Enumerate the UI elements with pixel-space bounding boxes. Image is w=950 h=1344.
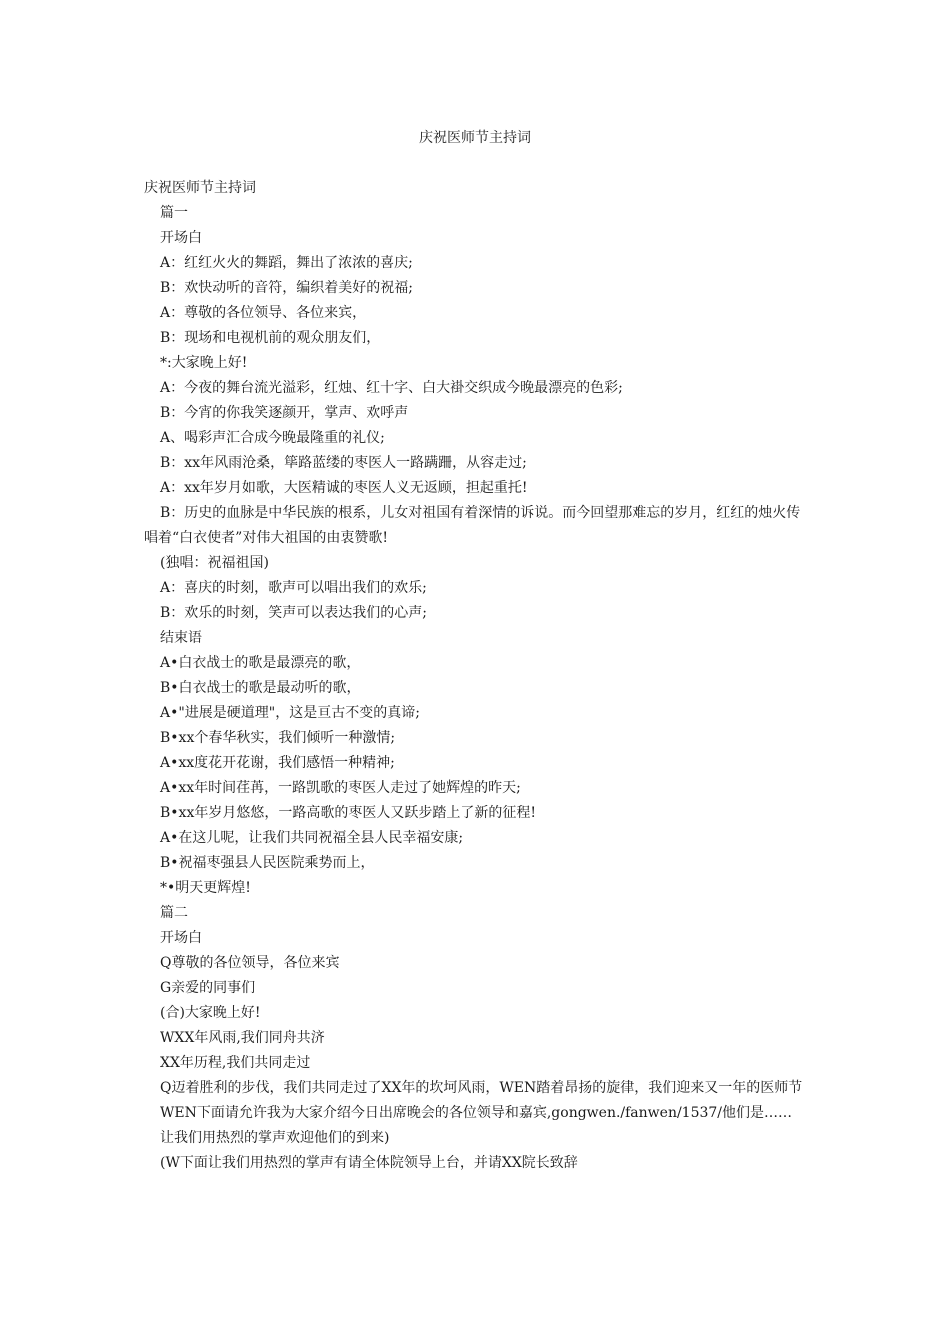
paragraph-line: A：红红火火的舞蹈，舞出了浓浓的喜庆; xyxy=(160,255,413,271)
paragraph-line: *•明天更辉煌! xyxy=(160,880,251,896)
paragraph-line: A：xx年岁月如歌，大医精诚的枣医人义无返顾，担起重托! xyxy=(160,480,528,496)
paragraph-line: 结束语 xyxy=(160,630,202,646)
paragraph-line: A•xx年时间荏苒，一路凯歌的枣医人走过了她辉煌的昨天; xyxy=(160,780,521,796)
paragraph-line: B：现场和电视机前的观众朋友们， xyxy=(160,330,381,346)
paragraph-line: A：喜庆的时刻，歌声可以唱出我们的欢乐; xyxy=(160,580,427,596)
paragraph-line: (合)大家晚上好! xyxy=(160,1005,261,1021)
paragraph-line: *:大家晚上好! xyxy=(160,355,248,371)
paragraph-line: WEN下面请允许我为大家介绍今日出席晚会的各位领导和嘉宾,gongwen./fanwen/1537/他们是…… xyxy=(160,1105,793,1121)
paragraph-line: 开场白 xyxy=(160,930,202,946)
paragraph-line: B•xx个春华秋实，我们倾听一种激情; xyxy=(160,730,396,746)
paragraph-line: 篇一 xyxy=(160,205,188,221)
paragraph-line: Q迈着胜利的步伐，我们共同走过了XX年的坎坷风雨，WEN踏着昂扬的旋律，我们迎来又一年的医师节 xyxy=(160,1080,803,1096)
paragraph-line: A•"进展是硬道理"，这是亘古不变的真谛; xyxy=(160,705,420,721)
paragraph-line: B：今宵的你我笑逐颜开，掌声、欢呼声 xyxy=(160,405,409,421)
paragraph-line: B•白衣战士的歌是最动听的歌， xyxy=(160,680,361,696)
paragraph-line: B：欢乐的时刻，笑声可以表达我们的心声; xyxy=(160,605,428,621)
paragraph-line: WXX年风雨,我们同舟共济 xyxy=(160,1030,325,1046)
paragraph-line: B•xx年岁月悠悠，一路高歌的枣医人又跃步踏上了新的征程! xyxy=(160,805,536,821)
paragraph-line: A：今夜的舞台流光溢彩，红烛、红十字、白大褂交织成今晚最漂亮的色彩; xyxy=(160,380,623,396)
paragraph-line: 开场白 xyxy=(160,230,202,246)
paragraph-line: A：尊敬的各位领导、各位来宾， xyxy=(160,305,367,321)
paragraph-line: B：欢快动听的音符，编织着美好的祝福; xyxy=(160,280,414,296)
paragraph-line: 篇二 xyxy=(160,905,188,921)
paragraph-line: Q尊敬的各位领导，各位来宾 xyxy=(160,955,340,971)
paragraph-line: A•在这儿呢，让我们共同祝福全县人民幸福安康; xyxy=(160,830,464,846)
paragraph-line: XX年历程,我们共同走过 xyxy=(160,1055,311,1071)
document-title: 庆祝医师节主持词 xyxy=(419,130,531,146)
paragraph-line: A•xx度花开花谢，我们感悟一种精神; xyxy=(160,755,395,771)
paragraph-line: (W下面让我们用热烈的掌声有请全体院领导上台，并请XX院长致辞 xyxy=(160,1155,578,1171)
paragraph-line: A•白衣战士的歌是最漂亮的歌， xyxy=(160,655,361,671)
paragraph-line: 让我们用热烈的掌声欢迎他们的到来) xyxy=(160,1130,390,1146)
paragraph-line: 庆祝医师节主持词 xyxy=(144,180,256,196)
paragraph-line: G亲爱的同事们 xyxy=(160,980,256,996)
paragraph-line: (独唱：祝福祖国) xyxy=(160,555,269,571)
paragraph-line: B：xx年风雨沧桑，筚路蓝缕的枣医人一路蹒跚，从容走过; xyxy=(160,455,527,471)
document-body xyxy=(144,176,812,1176)
paragraph-line: A、喝彩声汇合成今晚最隆重的礼仪; xyxy=(160,430,385,446)
paragraph-line: B•祝福枣强县人民医院乘势而上， xyxy=(160,855,375,871)
paragraph-line: B：历史的血脉是中华民族的根系，儿女对祖国有着深情的诉说。而今回望那难忘的岁月，红红的烛火传唱着“白衣使者”对伟大祖国的由衷赞歌! xyxy=(144,505,801,546)
